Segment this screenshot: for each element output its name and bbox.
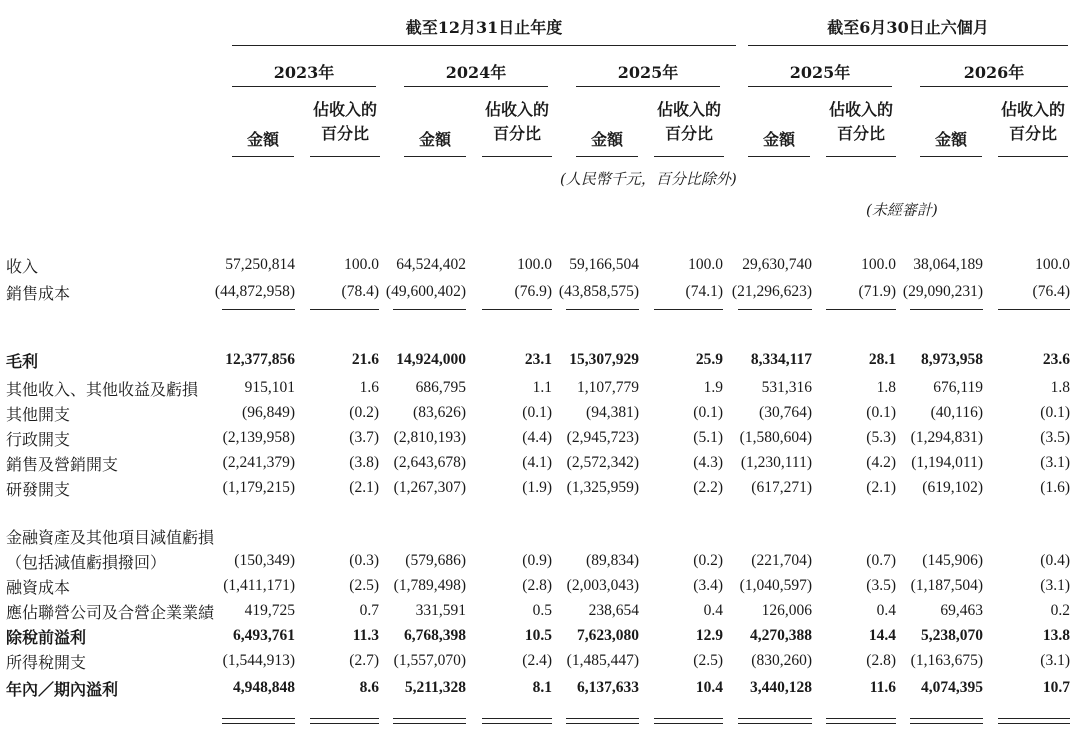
pct-cell: (3.1) xyxy=(1040,652,1070,669)
amount-cell: (221,704) xyxy=(751,552,812,569)
amount-cell: (2,572,342) xyxy=(566,454,639,471)
row-label: 應佔聯營公司及合營企業業績 xyxy=(6,603,215,622)
pct-cell: (0.9) xyxy=(522,552,552,569)
amount-cell: 1,107,779 xyxy=(577,379,639,396)
year-header-2025-h1: 2025年 xyxy=(789,63,851,82)
pct-cell: 1.6 xyxy=(359,379,379,396)
pct-cell: 23.6 xyxy=(1042,351,1070,368)
pct-cell: 10.7 xyxy=(1042,679,1070,696)
row-label: 行政開支 xyxy=(6,430,71,449)
pct-cell: 8.6 xyxy=(359,679,379,696)
pct-cell: 11.3 xyxy=(352,627,379,644)
amount-cell: 59,166,504 xyxy=(569,256,639,273)
amount-cell: 64,524,402 xyxy=(396,256,466,273)
col-rule xyxy=(654,156,724,157)
amount-cell: 531,316 xyxy=(761,379,812,396)
amount-cell: 12,377,856 xyxy=(225,351,295,368)
amount-cell: 4,074,395 xyxy=(921,679,983,696)
year-header-2024: 2024年 xyxy=(445,63,507,82)
pct-cell: (2.8) xyxy=(866,652,896,669)
pct-cell: (4.3) xyxy=(693,454,723,471)
total-double-rule xyxy=(222,718,295,724)
pct-cell: (0.3) xyxy=(349,552,379,569)
pct-cell: (3.5) xyxy=(866,577,896,594)
pct-cell: (2.7) xyxy=(349,652,379,669)
row-label: 融資成本 xyxy=(6,578,71,597)
amount-cell: (96,849) xyxy=(242,404,295,421)
col-pct: 佔收入的 百分比 xyxy=(656,100,721,143)
pct-cell: (3.1) xyxy=(1040,454,1070,471)
pct-cell: 14.4 xyxy=(868,627,896,644)
pct-cell: (0.7) xyxy=(866,552,896,569)
amount-cell: (1,179,215) xyxy=(222,479,295,496)
total-double-rule xyxy=(826,718,896,724)
pct-cell: 1.8 xyxy=(876,379,896,396)
col-pct: 佔收入的 百分比 xyxy=(1000,100,1065,143)
unit-note: (人民幣千元，百分比除外) xyxy=(560,170,737,188)
subtotal-rule xyxy=(482,309,552,310)
col-rule xyxy=(232,156,294,157)
pct-cell: (0.4) xyxy=(1040,552,1070,569)
amount-cell: 6,137,633 xyxy=(577,679,639,696)
year-header-2025: 2025年 xyxy=(617,63,679,82)
pct-cell: 1.8 xyxy=(1050,379,1070,396)
year-header-2023: 2023年 xyxy=(273,63,335,82)
col-pct: 佔收入的 百分比 xyxy=(312,100,377,143)
total-double-rule xyxy=(654,718,723,724)
pct-cell: (78.4) xyxy=(341,283,379,300)
pct-cell: 0.2 xyxy=(1050,602,1070,619)
year-header-2026-h1: 2026年 xyxy=(963,63,1025,82)
row-label: 金融資產及其他項目減值虧損 xyxy=(6,528,215,547)
row-label: 其他收入、其他收益及虧損 xyxy=(6,380,199,399)
pct-cell: 10.4 xyxy=(695,679,723,696)
col-pct: 佔收入的 百分比 xyxy=(828,100,893,143)
amount-cell: (150,349) xyxy=(234,552,295,569)
col-rule xyxy=(920,156,982,157)
pct-cell: 100.0 xyxy=(1035,256,1070,273)
pct-cell: (76.4) xyxy=(1032,283,1070,300)
col-rule xyxy=(576,156,638,157)
amount-cell: 7,623,080 xyxy=(577,627,639,644)
total-double-rule xyxy=(738,718,812,724)
amount-cell: (1,163,675) xyxy=(910,652,983,669)
pct-cell: (5.1) xyxy=(693,429,723,446)
total-double-rule xyxy=(482,718,552,724)
pct-cell: (3.7) xyxy=(349,429,379,446)
col-rule xyxy=(482,156,552,157)
amount-cell: 238,654 xyxy=(588,602,639,619)
pct-cell: (4.2) xyxy=(866,454,896,471)
amount-cell: (1,411,171) xyxy=(223,577,295,594)
pct-cell: (2.1) xyxy=(866,479,896,496)
amount-cell: 8,973,958 xyxy=(921,351,983,368)
col-rule xyxy=(748,156,810,157)
pct-cell: (0.2) xyxy=(349,404,379,421)
pct-cell: (0.1) xyxy=(522,404,552,421)
subtotal-rule xyxy=(998,309,1070,310)
col-pct: 佔收入的 百分比 xyxy=(484,100,549,143)
pct-cell: (2.5) xyxy=(349,577,379,594)
subtotal-rule xyxy=(826,309,896,310)
pct-cell: (1.6) xyxy=(1040,479,1070,496)
pct-cell: 8.1 xyxy=(532,679,552,696)
amount-cell: (2,945,723) xyxy=(566,429,639,446)
amount-cell: (44,872,958) xyxy=(214,283,295,300)
row-label: 銷售及營銷開支 xyxy=(6,455,119,474)
amount-cell: (89,834) xyxy=(586,552,639,569)
amount-cell: (2,643,678) xyxy=(393,454,466,471)
pct-cell: (4.1) xyxy=(522,454,552,471)
amount-cell: (619,102) xyxy=(922,479,983,496)
pct-cell: 25.9 xyxy=(695,351,723,368)
pct-cell: (76.9) xyxy=(514,283,552,300)
amount-cell: (94,381) xyxy=(586,404,639,421)
col-amount: 金額 xyxy=(762,130,795,149)
col-rule xyxy=(826,156,896,157)
group-header-six-months-rule xyxy=(748,45,1068,46)
col-amount: 金額 xyxy=(246,130,279,149)
year-rule xyxy=(748,86,892,87)
amount-cell: (2,003,043) xyxy=(566,577,639,594)
pct-cell: (74.1) xyxy=(685,283,723,300)
amount-cell: (1,557,070) xyxy=(393,652,466,669)
amount-cell: 5,238,070 xyxy=(921,627,983,644)
subtotal-rule xyxy=(566,309,639,310)
amount-cell: 15,307,929 xyxy=(569,351,639,368)
year-rule xyxy=(404,86,548,87)
amount-cell: (2,241,379) xyxy=(222,454,295,471)
col-amount: 金額 xyxy=(934,130,967,149)
amount-cell: (1,194,011) xyxy=(911,454,983,471)
amount-cell: 6,493,761 xyxy=(233,627,295,644)
amount-cell: (83,626) xyxy=(413,404,466,421)
amount-cell: (29,090,231) xyxy=(902,283,983,300)
row-label: 毛利 xyxy=(6,352,39,371)
amount-cell: 29,630,740 xyxy=(742,256,812,273)
pct-cell: 10.5 xyxy=(524,627,552,644)
pct-cell: 11.6 xyxy=(869,679,896,696)
row-label: 銷售成本 xyxy=(6,284,71,303)
amount-cell: 419,725 xyxy=(244,602,295,619)
pct-cell: 0.4 xyxy=(703,602,723,619)
total-double-rule xyxy=(310,718,379,724)
subtotal-rule xyxy=(738,309,812,310)
pct-cell: (4.4) xyxy=(522,429,552,446)
total-double-rule xyxy=(566,718,639,724)
pct-cell: 1.1 xyxy=(532,379,552,396)
subtotal-rule xyxy=(910,309,983,310)
total-double-rule xyxy=(998,718,1070,724)
pct-cell: 12.9 xyxy=(695,627,723,644)
unaudited-note: (未經審計) xyxy=(866,201,938,219)
amount-cell: (830,260) xyxy=(751,652,812,669)
year-rule xyxy=(920,86,1068,87)
total-double-rule xyxy=(910,718,983,724)
pct-cell: 100.0 xyxy=(861,256,896,273)
pct-cell: 13.8 xyxy=(1042,627,1070,644)
row-label: 年內／期內溢利 xyxy=(6,680,119,699)
group-header-six-months: 截至6月30日止六個月 xyxy=(827,18,989,37)
pct-cell: 1.9 xyxy=(703,379,723,396)
row-label: 除稅前溢利 xyxy=(6,628,87,647)
pct-cell: 100.0 xyxy=(688,256,723,273)
pct-cell: 100.0 xyxy=(344,256,379,273)
subtotal-rule xyxy=(393,309,466,310)
amount-cell: 8,334,117 xyxy=(750,351,812,368)
group-header-year-ended: 截至12月31日止年度 xyxy=(405,18,563,37)
col-amount: 金額 xyxy=(418,130,451,149)
pct-cell: (1.9) xyxy=(522,479,552,496)
amount-cell: 14,924,000 xyxy=(396,351,466,368)
amount-cell: (43,858,575) xyxy=(558,283,639,300)
amount-cell: (2,810,193) xyxy=(393,429,466,446)
amount-cell: (1,294,831) xyxy=(910,429,983,446)
amount-cell: (1,187,504) xyxy=(910,577,983,594)
pct-cell: (0.1) xyxy=(866,404,896,421)
amount-cell: 4,948,848 xyxy=(233,679,295,696)
amount-cell: 126,006 xyxy=(761,602,812,619)
pct-cell: (2.1) xyxy=(349,479,379,496)
pct-cell: 28.1 xyxy=(868,351,896,368)
row-label: 研發開支 xyxy=(6,480,71,499)
col-amount: 金額 xyxy=(590,130,623,149)
pct-cell: (3.4) xyxy=(693,577,723,594)
amount-cell: 69,463 xyxy=(940,602,983,619)
pct-cell: 100.0 xyxy=(517,256,552,273)
row-label: （包括減值虧損撥回） xyxy=(6,553,167,572)
pct-cell: (3.5) xyxy=(1040,429,1070,446)
subtotal-rule xyxy=(654,309,723,310)
pct-cell: (71.9) xyxy=(858,283,896,300)
pct-cell: (2.2) xyxy=(693,479,723,496)
amount-cell: (21,296,623) xyxy=(731,283,812,300)
pct-cell: 0.4 xyxy=(876,602,896,619)
amount-cell: (1,544,913) xyxy=(222,652,295,669)
amount-cell: (1,267,307) xyxy=(393,479,466,496)
pct-cell: (5.3) xyxy=(866,429,896,446)
pct-cell: (0.1) xyxy=(693,404,723,421)
amount-cell: (30,764) xyxy=(759,404,812,421)
year-rule xyxy=(576,86,720,87)
pct-cell: (3.1) xyxy=(1040,577,1070,594)
subtotal-rule xyxy=(222,309,295,310)
pct-cell: 0.7 xyxy=(359,602,379,619)
group-header-year-ended-rule xyxy=(232,45,736,46)
amount-cell: 38,064,189 xyxy=(913,256,983,273)
amount-cell: 686,795 xyxy=(415,379,466,396)
pct-cell: 0.5 xyxy=(532,602,552,619)
pct-cell: (2.4) xyxy=(522,652,552,669)
amount-cell: (145,906) xyxy=(922,552,983,569)
amount-cell: 915,101 xyxy=(244,379,295,396)
amount-cell: 6,768,398 xyxy=(404,627,466,644)
amount-cell: 5,211,328 xyxy=(404,679,466,696)
amount-cell: (579,686) xyxy=(405,552,466,569)
amount-cell: (2,139,958) xyxy=(222,429,295,446)
col-rule xyxy=(998,156,1068,157)
amount-cell: (617,271) xyxy=(751,479,812,496)
pct-cell: (2.8) xyxy=(522,577,552,594)
subtotal-rule xyxy=(310,309,379,310)
row-label: 收入 xyxy=(6,257,39,276)
pct-cell: (0.2) xyxy=(693,552,723,569)
col-rule xyxy=(310,156,380,157)
amount-cell: 57,250,814 xyxy=(225,256,295,273)
pct-cell: (3.8) xyxy=(349,454,379,471)
amount-cell: 4,270,388 xyxy=(750,627,812,644)
col-rule xyxy=(404,156,466,157)
amount-cell: (49,600,402) xyxy=(385,283,466,300)
pct-cell: (0.1) xyxy=(1040,404,1070,421)
pct-cell: (2.5) xyxy=(693,652,723,669)
amount-cell: (40,116) xyxy=(930,404,983,421)
amount-cell: (1,580,604) xyxy=(739,429,812,446)
amount-cell: (1,485,447) xyxy=(566,652,639,669)
amount-cell: (1,325,959) xyxy=(566,479,639,496)
amount-cell: 331,591 xyxy=(415,602,466,619)
amount-cell: (1,230,111) xyxy=(740,454,812,471)
total-double-rule xyxy=(393,718,466,724)
amount-cell: (1,789,498) xyxy=(393,577,466,594)
amount-cell: (1,040,597) xyxy=(739,577,812,594)
amount-cell: 676,119 xyxy=(933,379,983,396)
amount-cell: 3,440,128 xyxy=(750,679,812,696)
pct-cell: 21.6 xyxy=(351,351,379,368)
row-label: 其他開支 xyxy=(6,405,71,424)
pct-cell: 23.1 xyxy=(524,351,552,368)
year-rule xyxy=(232,86,376,87)
row-label: 所得稅開支 xyxy=(6,653,87,672)
